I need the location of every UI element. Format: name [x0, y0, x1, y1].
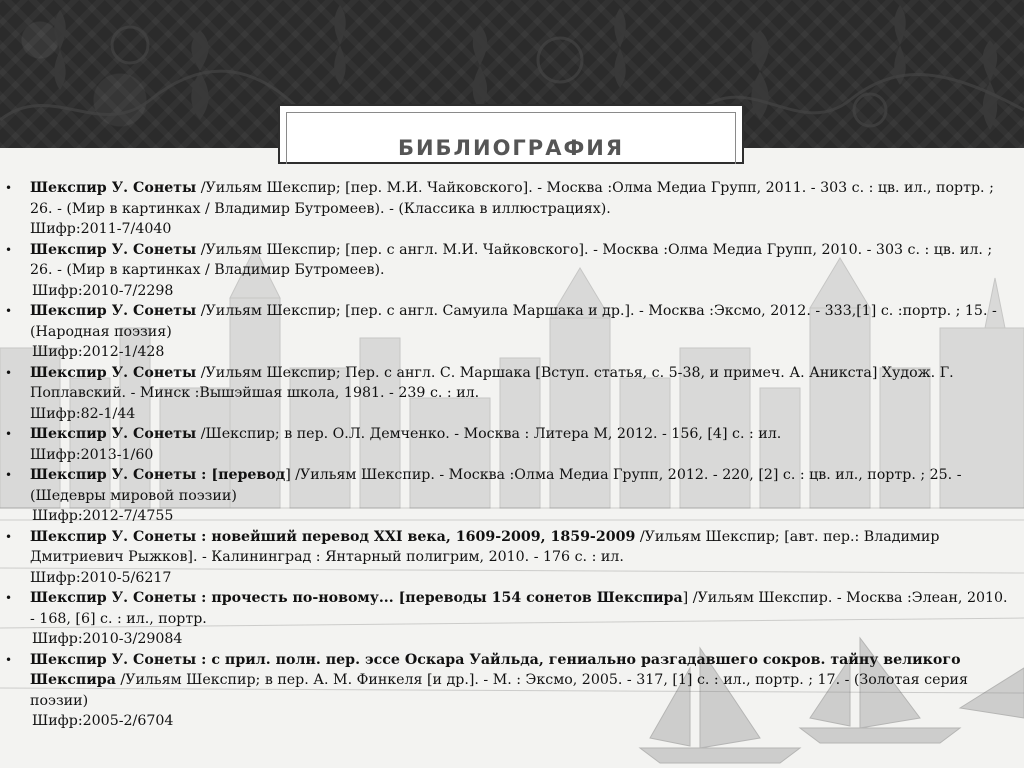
entry-details: /Уильям Шекспир; [пер. с англ. Самуила Маршака и др.]. - Москва :Эксмо, 2012. - 333,[1] с. :портр. ; 15. - (Народная поэзия): [30, 303, 997, 340]
bibliography-entry: [0, 588, 1024, 650]
bibliography-entry: [0, 465, 1024, 527]
bibliography-entry: [0, 527, 1024, 589]
entry-cipher: Шифр:2005-2/6704: [32, 713, 174, 729]
bibliography-entry: [0, 240, 1024, 302]
entry-title: Шекспир У. Сонеты: [30, 303, 197, 319]
entry-cipher: Шифр:2012-7/4755: [32, 508, 174, 524]
entry-title: Шекспир У. Сонеты : с прил. полн. пер. эссе Оскара Уайльда, гениально разгадавшего сокров. тайну великого Шекспира: [30, 651, 961, 688]
entry-cipher: Шифр:2010-3/29084: [32, 631, 183, 647]
entry-details: /Шекспир; в пер. О.Л. Демченко. - Москва : Литера М, 2012. - 156, [4] с. : ил.: [196, 426, 782, 442]
entry-cipher: Шифр:2011-7/4040: [30, 221, 172, 237]
entry-title: Шекспир У. Сонеты: [30, 426, 197, 442]
entry-cipher: Шифр:2010-5/6217: [30, 569, 172, 586]
entry-title: Шекспир У. Сонеты: [30, 364, 197, 381]
entry-details: ] /Уильям Шекспир. - Москва :Элеан, 2010. - 168, [6] с. : ил., портр.: [30, 590, 1008, 627]
entry-cipher: Шифр:2013-1/60: [30, 446, 154, 463]
bibliography-list: [0, 178, 1024, 732]
entry-cipher: Шифр:82-1/44: [30, 405, 136, 422]
entry-details: /Уильям Шекспир; [пер. с англ. М.И. Чайковского]. - Москва :Олма Медиа Групп, 2010. - 303 с. : цв. ил. ; 26. - (Мир в картинках / Владимир Бутромеев).: [30, 241, 993, 278]
entry-details: /Уильям Шекспир; Пер. с англ. С. Маршака [Вступ. статья, с. 5-38, и примеч. А. Аникста] Худож. Г. Поплавский. - Минск :Вышэйшая школа, 1981. - 239 с. : ил.: [30, 364, 954, 401]
entry-details: /Уильям Шекспир; [авт. пер.: Владимир Дмитриевич Рыжков]. - Калининград : Янтарный полигрим, 2010. - 176 с. : ил.: [30, 528, 940, 565]
entry-details: /Уильям Шекспир; [пер. М.И. Чайковского]. - Москва :Олма Медиа Групп, 2011. - 303 с. : цв. ил., портр. ; 26. - (Мир в картинках / Владимир Бутромеев). - (Классика в иллюстрациях).: [30, 180, 994, 217]
entry-cipher: Шифр:2010-7/2298: [32, 282, 174, 299]
bibliography-entry: [0, 424, 1024, 465]
entry-details: ] /Уильям Шекспир. - Москва :Олма Медиа Групп, 2012. - 220, [2] с. : цв. ил., портр. ; 25. - (Шедевры мировой поэзии): [30, 467, 962, 504]
page-title: БИБЛИОГРАФИЯ: [397, 136, 625, 160]
entry-title: Шекспир У. Сонеты : новейший перевод XXI века, 1609-2009, 1859-2009: [30, 528, 636, 545]
bibliography-entry: [0, 301, 1024, 363]
title-box: [278, 104, 744, 164]
entry-cipher: Шифр:2012-1/428: [32, 344, 165, 360]
bibliography-entry: [0, 178, 1024, 240]
entry-title: Шекспир У. Сонеты : [перевод: [30, 467, 286, 483]
bibliography-entry: [0, 363, 1024, 425]
entry-title: Шекспир У. Сонеты : прочесть по-новому... [переводы 154 сонетов Шекспира: [30, 590, 683, 606]
bibliography-entry: [0, 650, 1024, 732]
entry-title: Шекспир У. Сонеты: [30, 180, 197, 196]
entry-details: /Уильям Шекспир; в пер. А. М. Финкеля [и др.]. - М. : Эксмо, 2005. - 317, [1] с. : ил., портр. ; 17. - (Золотая серия поэзии): [30, 672, 968, 709]
entry-title: Шекспир У. Сонеты: [30, 241, 197, 258]
